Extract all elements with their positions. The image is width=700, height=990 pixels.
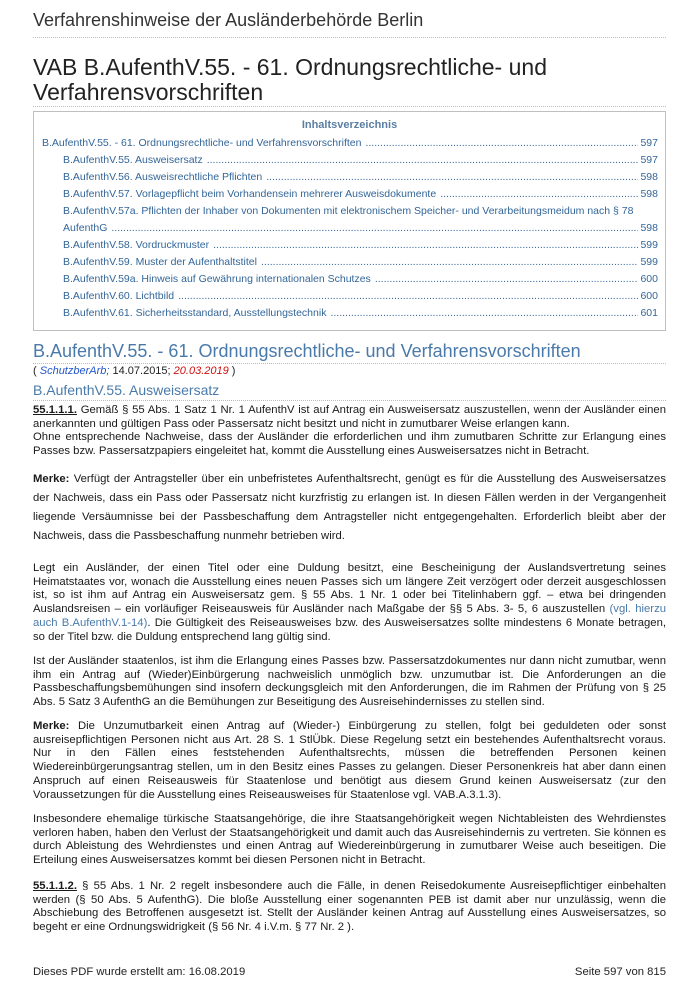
meta-date: 14.07.2015;: [109, 365, 174, 377]
title-divider: [33, 106, 666, 107]
toc-entry-label[interactable]: B.AufenthV.59. Muster der Aufenthaltstitel: [63, 256, 257, 268]
toc-leader-dots: [330, 305, 638, 322]
section-meta: [33, 365, 235, 377]
toc-entry-label[interactable]: B.AufenthV.56. Ausweisrechtliche Pflichten: [63, 171, 263, 183]
toc-entry-page[interactable]: 599: [640, 256, 658, 268]
footer-page-number: Seite 597 von 815: [574, 966, 666, 978]
merke-text: Die Unzumutbarkeit einen Antrag auf (Wieder-) Einbürgerung zu stellen, folgt bei geduldeten oder sonst ausreisepflichtigen Personen nicht aus Art. 28 S. 1 StlÜbk. Diese Regelung setzt ein bestehendes Aufenthaltsrecht voraus. Nur in den Fällen eines feststehenden Aufenthaltsrechts, müssen die betreffenden Personen keinen Wiedereinbürgerungsantrag stellen, um in den Besitz eines Passes zu gelangen. Dieser Personenkreis hat aber dann einen Anspruch auf einen Reiseausweis für Staatenlose und benötigt aus diesem Grund keinen Ausweisersatz (zur den Voraussetzungen für die Ausstellung eines Reiseausweises für Staatenlose vgl. VAB.A.3.1.3).: [33, 720, 666, 801]
cross-reference-link[interactable]: (vgl. hierzu auch B.AufenthV.1-14): [33, 603, 667, 629]
toc-entry[interactable]: [34, 237, 658, 254]
paragraph-text: Insbesondere ehemalige türkische Staatsangehörige, die ihre Staatsangehörigkeit wegen Nichtableisten des Wehrdienstes verloren haben, haben den Verlust der Staatsangehörigkeit und damit auch das Ausreisehindernis zu vertreten. Sie können es durch Ableistung des Wehrdienstes und einen Antrag auf Wiedereinbürgerung in zumutbarer Weise auch beseitigen. Die Erteilung eines Ausweisersatzes kommt bei diesen Personen nicht in Betracht.: [33, 813, 666, 867]
paragraph: [33, 562, 666, 644]
toc-entry[interactable]: [34, 186, 658, 203]
meta-open: (: [33, 365, 40, 377]
paragraph-number: 55.1.1.1.: [33, 404, 77, 416]
toc-entry-label[interactable]: B.AufenthV.61. Sicherheitsstandard, Ausstellungstechnik: [63, 307, 327, 319]
toc-entry-label[interactable]: B.AufenthV.57. Vorlagepflicht beim Vorhandensein mehrerer Ausweisdokumente: [63, 188, 437, 200]
toc-entry-page[interactable]: 601: [640, 307, 658, 319]
toc-entry-page[interactable]: 599: [640, 239, 658, 251]
toc-leader-dots: [111, 220, 638, 237]
toc-entry-label[interactable]: B.AufenthV.59a. Hinweis auf Gewährung internationalen Schutzes: [63, 273, 371, 285]
footer-created-date: Dieses PDF wurde erstellt am: 16.08.2019: [33, 966, 246, 978]
subsection-title: B.AufenthV.55. Ausweisersatz: [33, 382, 220, 398]
toc-entry[interactable]: [34, 305, 658, 322]
toc-leader-dots: [178, 288, 638, 305]
toc-entry[interactable]: [34, 169, 658, 186]
toc-entry[interactable]: [34, 152, 658, 169]
toc-entry-label[interactable]: B.AufenthV.55. - 61. Ordnungsrechtliche- und Verfahrensvorschriften: [42, 137, 362, 149]
toc-entry-page[interactable]: 597: [640, 137, 658, 149]
toc-entry-page[interactable]: 598: [640, 188, 658, 200]
toc-entry-page[interactable]: 598: [640, 222, 658, 234]
header-divider: [33, 37, 666, 38]
toc-leader-dots: [375, 271, 639, 288]
document-header-title: Verfahrenshinweise der Ausländerbehörde Berlin: [33, 10, 424, 30]
meta-close: ): [228, 365, 236, 377]
toc-leader-dots: [440, 186, 638, 203]
merke-note: [33, 470, 666, 546]
subsection-divider: [33, 400, 666, 401]
merke-note: [33, 720, 666, 802]
toc-entry[interactable]: [34, 271, 658, 288]
toc-entry[interactable]: [34, 254, 658, 271]
page-title: VAB B.AufenthV.55. - 61. Ordnungsrechtliche- und Verfahrensvorschriften: [33, 54, 547, 105]
toc-entry[interactable]: [34, 203, 658, 237]
meta-date-updated: 20.03.2019: [173, 365, 229, 377]
paragraph-text: Ohne entsprechende Nachweise, dass der Ausländer die erforderlichen und ihm zumutbaren Schritte zur Erlangung eines Passes bzw. Passersatzpapiers eingeleitet hat, kommt die Ausstellung eines Ausweisersatzes nicht in Betracht.: [33, 431, 666, 458]
paragraph-number: 55.1.1.2.: [33, 880, 77, 892]
toc-leader-dots: [207, 152, 639, 169]
paragraph-text: Legt ein Ausländer, der einen Titel oder eine Duldung besitzt, eine Bescheinigung der Auslandsvertretung seines Heimatstaates vor, wonach die Ausstellung eines neuen Passes sich um längere Zeit verzögert oder derzeit ausgeschlossen ist, so ist ihm auf Antrag ein Ausweisersatz gem. § 55 Abs. 1 Nr. 1 oder bei Titelinhabern ggf. – etwa bei dringenden Auslandsreisen – ein vorläufiger Reiseausweis für Ausländer nach Maßgabe der §§ 5 Abs. 3- 5, 6 auszustellen: [33, 562, 666, 616]
toc-entry-label[interactable]: B.AufenthV.57a. Pflichten der Inhaber von Dokumenten mit elektronischem Speicher- und Verarbeitungsmeidum nach § 78: [63, 205, 634, 217]
toc-entry-label[interactable]: B.AufenthV.55. Ausweisersatz: [63, 154, 203, 166]
toc-leader-dots: [213, 237, 638, 254]
paragraph-55-1-1-1: [33, 404, 666, 459]
merke-label: Merke:: [33, 720, 70, 732]
toc-leader-dots: [261, 254, 638, 271]
toc-entry[interactable]: [34, 135, 658, 152]
merke-label: Merke:: [33, 473, 70, 485]
paragraph-text: . Die Gültigkeit des Reiseausweises bzw. des Ausweisersatzes sollte mindestens 6 Monate betragen, so der Titel bzw. die Duldung entsprechend lang gültig sind.: [33, 616, 666, 643]
paragraph: [33, 655, 666, 710]
page-footer: [33, 966, 666, 978]
toc-entry-label-continued[interactable]: AufenthG: [63, 222, 108, 234]
section-divider: [33, 363, 666, 364]
toc-leader-dots: [266, 169, 638, 186]
paragraph-text: Gemäß § 55 Abs. 1 Satz 1 Nr. 1 AufenthV ist auf Antrag ein Ausweisersatz auszustellen, wenn der Ausländer einen anerkannten und gültigen Pass oder Passersatz nicht besitzt und nicht in zumutbarer Weise erlangen kann.: [33, 404, 666, 430]
paragraph-55-1-1-2: [33, 880, 666, 935]
toc-heading: Inhaltsverzeichnis: [301, 119, 398, 131]
toc-entry-label[interactable]: B.AufenthV.60. Lichtbild: [63, 290, 175, 302]
toc-entry-page[interactable]: 597: [640, 154, 658, 166]
paragraph-text: Ist der Ausländer staatenlos, ist ihm die Erlangung eines Passes bzw. Passersatzdokumentes nur dann nicht zumutbar, wenn ihm ein Antrag auf (Wieder)Einbürgerung nachweislich unmöglich bzw. unzumutbar ist. Die Anforderungen an die Passbeschaffungsbemühungen sind insofern deckungsgleich mit den Anforderungen, die im Rahmen der Prüfung von § 25 Abs. 5 Satz 3 AufenthG an die Bemühungen zur Beseitigung des Ausreisehindernisses zu stellen sind.: [33, 655, 666, 709]
paragraph: [33, 813, 666, 868]
section-title: B.AufenthV.55. - 61. Ordnungsrechtliche- und Verfahrensvorschriften: [33, 341, 581, 361]
toc-entry-label[interactable]: B.AufenthV.58. Vordruckmuster: [63, 239, 210, 251]
toc-entry-page[interactable]: 598: [640, 171, 658, 183]
toc-entry-page[interactable]: 600: [640, 273, 658, 285]
toc-leader-dots: [365, 135, 638, 152]
meta-source-link[interactable]: SchutzberArb;: [39, 365, 110, 377]
paragraph-text: § 55 Abs. 1 Nr. 2 regelt insbesondere auch die Fälle, in denen Reisedokumente Ausreisepflichtiger einbehalten werden (§ 50 Abs. 5 AufenthG). Die bloße Ausstellung einer sogenannten PEB ist damit aber nur unzulässig, wenn die Abschiebung des Betroffenen ausgesetzt ist. Stellt der Ausländer keinen Antrag auf Ausstellung eines Ausweisersatzes, so begeht er eine Ordnungswidrigkeit (§ 56 Nr. 4 i.V.m. § 77 Nr. 2 ).: [33, 880, 666, 934]
table-of-contents: [33, 111, 666, 331]
toc-entry[interactable]: [34, 288, 658, 305]
toc-entry-page[interactable]: 600: [640, 290, 658, 302]
merke-text: Verfügt der Antragsteller über ein unbefristetes Aufenthaltsrecht, genügt es für die Ausstellung des Ausweisersatzes der Nachweis, dass ein Pass oder Passersatz nicht kurzfristig zu erlangen ist. In diesen Fällen werden in der Vergangenheit liegende Versäumnisse bei der Passbeschaffung dem Antragsteller nicht entgegengehalten. Erforderlich bleibt aber der Nachweis, dass die Passbeschaffung nunmehr betrieben wird.: [33, 473, 666, 542]
